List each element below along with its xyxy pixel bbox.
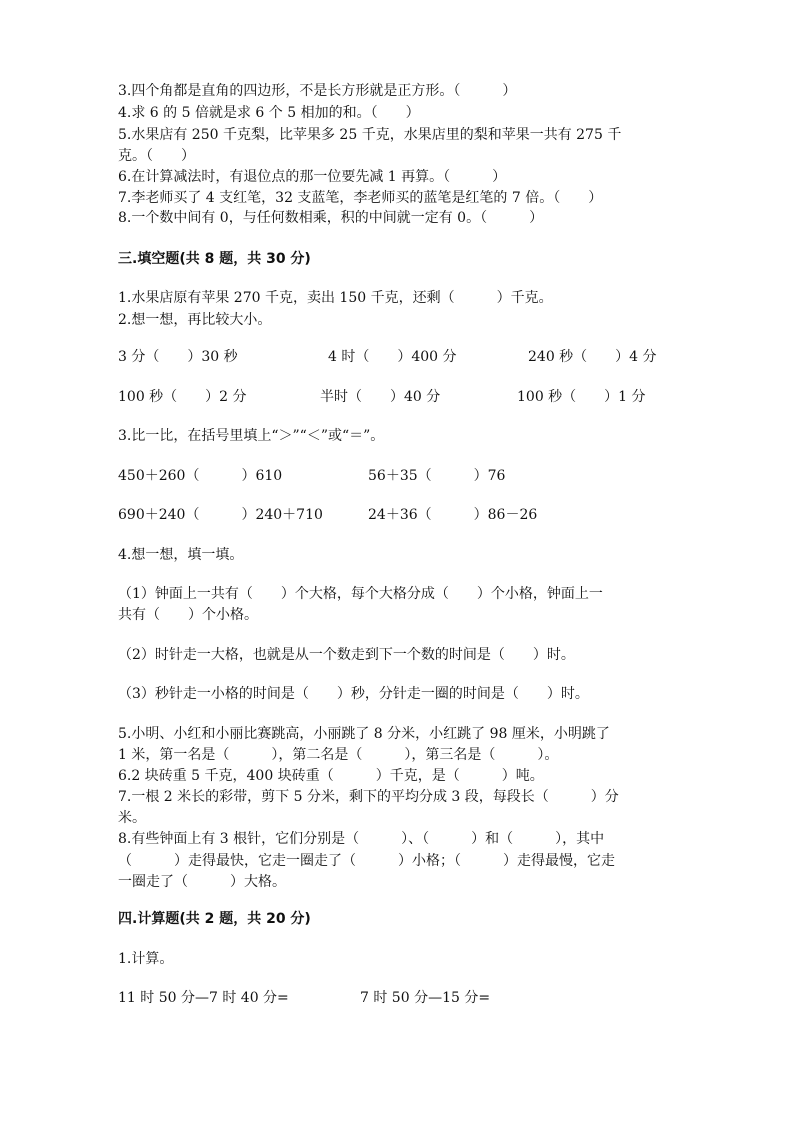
- compare-r2-c3: 100 秒（ ）1 分: [517, 389, 646, 405]
- fill-q8-line3: 一圈走了（ ）大格。: [118, 874, 286, 890]
- fill-q4-2: （2）时针走一大格，也就是从一个数走到下一个数的时间是（ ）时。: [118, 647, 575, 663]
- fill-q5-line1: 5.小明、小红和小丽比赛跳高，小丽跳了 8 分米，小红跳了 98 厘米，小明跳了: [118, 726, 610, 742]
- fill-q6: 6.2 块砖重 5 千克，400 块砖重（ ）千克，是（ ）吨。: [118, 768, 544, 784]
- calc-r1-c2: 56＋35（ ）76: [368, 468, 506, 484]
- compare-r1-c2: 4 时（ ）400 分: [328, 349, 457, 365]
- judge-item-8: 8.一个数中间有 0，与任何数相乘，积的中间就一定有 0。（ ）: [118, 210, 544, 226]
- fill-q1: 1.水果店原有苹果 270 千克，卖出 150 千克，还剩（ ）千克。: [118, 290, 553, 306]
- judge-item-4: 4.求 6 的 5 倍就是求 6 个 5 相加的和。（ ）: [118, 105, 420, 121]
- fill-q4: 4.想一想，填一填。: [118, 547, 244, 563]
- calc-r2-c1: 690＋240（ ）240＋710: [118, 507, 323, 523]
- time-calc-1: 11 时 50 分—7 时 40 分=: [118, 990, 289, 1006]
- fill-q2: 2.想一想，再比较大小。: [118, 312, 272, 328]
- fill-q8-line2: （ ）走得最快，它走一圈走了（ ）小格；（ ）走得最慢，它走: [118, 853, 615, 869]
- fill-q3: 3.比一比，在括号里填上“＞”“＜”或“＝”。: [118, 428, 385, 444]
- compare-r2-c1: 100 秒（ ）2 分: [118, 389, 247, 405]
- fill-q7-line2: 米。: [118, 810, 146, 826]
- fill-q5-line2: 1 米，第一名是（ ），第二名是（ ），第三名是（ ）。: [118, 747, 559, 763]
- fill-q8-line1: 8.有些钟面上有 3 根针，它们分别是（ ）、（ ）和（ ），其中: [118, 831, 605, 847]
- compare-r2-c2: 半时（ ）40 分: [320, 389, 441, 405]
- fill-q4-1-line1: （1）钟面上一共有（ ）个大格，每个大格分成（ ）个小格，钟面上一: [118, 586, 603, 602]
- section-3-heading: 三.填空题(共 8 题，共 30 分): [118, 251, 311, 267]
- judge-item-3: 3.四个角都是直角的四边形，不是长方形就是正方形。（ ）: [118, 83, 517, 99]
- fill-q7-line1: 7.一根 2 米长的彩带，剪下 5 分米，剩下的平均分成 3 段，每段长（ ）分: [118, 789, 619, 805]
- judge-item-5-line2: 克。（ ）: [118, 148, 195, 164]
- judge-item-6: 6.在计算减法时，有退位点的那一位要先减 1 再算。（ ）: [118, 169, 507, 185]
- calc-r1-c1: 450＋260（ ）610: [118, 468, 283, 484]
- section-4-heading: 四.计算题(共 2 题，共 20 分): [118, 911, 311, 927]
- fill-q4-3: （3）秒针走一小格的时间是（ ）秒，分针走一圈的时间是（ ）时。: [118, 686, 589, 702]
- compare-r1-c3: 240 秒（ ）4 分: [528, 349, 657, 365]
- calc-r2-c2: 24＋36（ ）86－26: [368, 507, 538, 523]
- judge-item-7: 7.李老师买了 4 支红笔，32 支蓝笔，李老师买的蓝笔是红笔的 7 倍。（ ）: [118, 190, 603, 206]
- judge-item-5-line1: 5.水果店有 250 千克梨，比苹果多 25 千克，水果店里的梨和苹果一共有 275 千: [118, 127, 622, 143]
- compare-r1-c1: 3 分（ ）30 秒: [118, 349, 238, 365]
- calc-q1: 1.计算。: [118, 951, 174, 967]
- fill-q4-1-line2: 共有（ ）个小格。: [118, 607, 258, 623]
- time-calc-2: 7 时 50 分—15 分=: [360, 990, 491, 1006]
